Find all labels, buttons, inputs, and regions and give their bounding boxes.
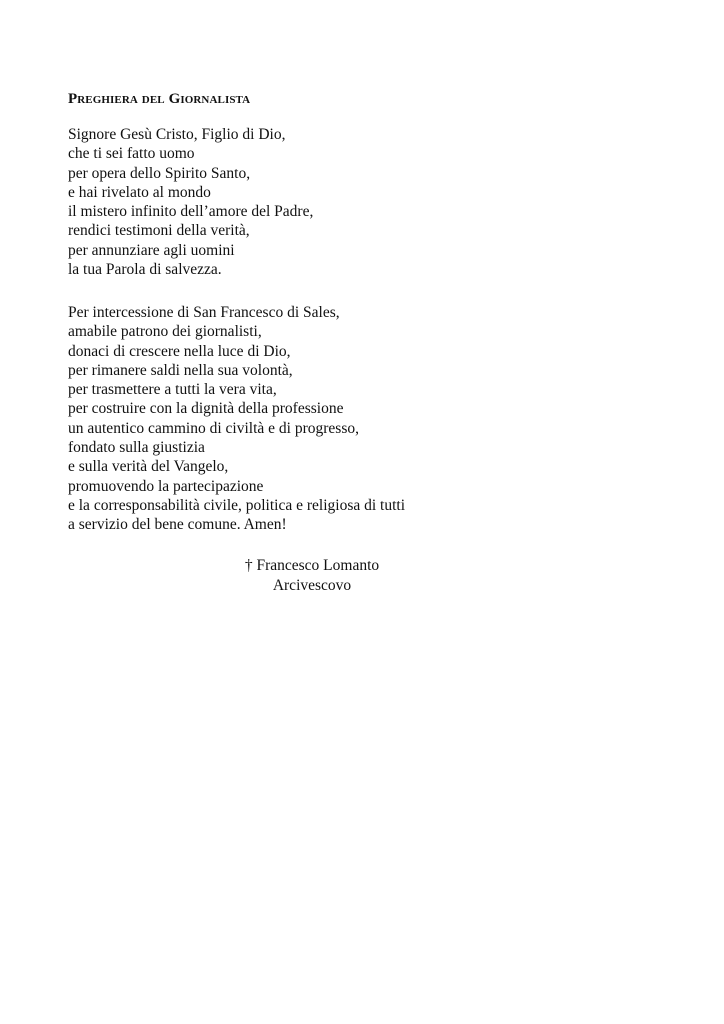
- verse-line: il mistero infinito dell’amore del Padre,: [68, 203, 314, 221]
- signatory-name: † Francesco Lomanto: [244, 557, 380, 574]
- verse-line: per trasmettere a tutti la vera vita,: [68, 381, 277, 399]
- verse-line: donaci di crescere nella luce di Dio,: [68, 342, 291, 360]
- verse-line: un autentico cammino di civiltà e di progresso,: [68, 419, 359, 437]
- verse-line: per costruire con la dignità della professione: [68, 400, 344, 418]
- verse-line: e la corresponsabilità civile, politica e religiosa di tutti: [68, 496, 406, 514]
- verse-line: Per intercessione di San Francesco di Sales,: [68, 304, 340, 321]
- verse-line: e hai rivelato al mondo: [68, 183, 211, 201]
- verse-line: che ti sei fatto uomo: [68, 145, 195, 163]
- verse-line: e sulla verità del Vangelo,: [68, 458, 229, 476]
- verse-line: amabile patrono dei giornalisti,: [68, 323, 262, 341]
- signatory-role: Arcivescovo: [272, 577, 352, 594]
- prayer-stanza-2: [68, 303, 405, 535]
- verse-line: a servizio del bene comune. Amen!: [68, 516, 287, 534]
- verse-line: fondato sulla giustizia: [68, 439, 205, 457]
- signature-block: [222, 556, 402, 596]
- verse-line: promuovendo la partecipazione: [68, 477, 264, 495]
- prayer-title: Preghiera del Giornalista: [68, 91, 251, 107]
- verse-line: per annunziare agli uomini: [68, 241, 235, 259]
- verse-line: la tua Parola di salvezza.: [68, 261, 222, 279]
- verse-line: rendici testimoni della verità,: [68, 222, 250, 240]
- prayer-stanza-1: [68, 125, 313, 279]
- verse-line: per opera dello Spirito Santo,: [68, 164, 251, 182]
- verse-line: Signore Gesù Cristo, Figlio di Dio,: [68, 126, 286, 143]
- verse-line: per rimanere saldi nella sua volontà,: [68, 361, 293, 379]
